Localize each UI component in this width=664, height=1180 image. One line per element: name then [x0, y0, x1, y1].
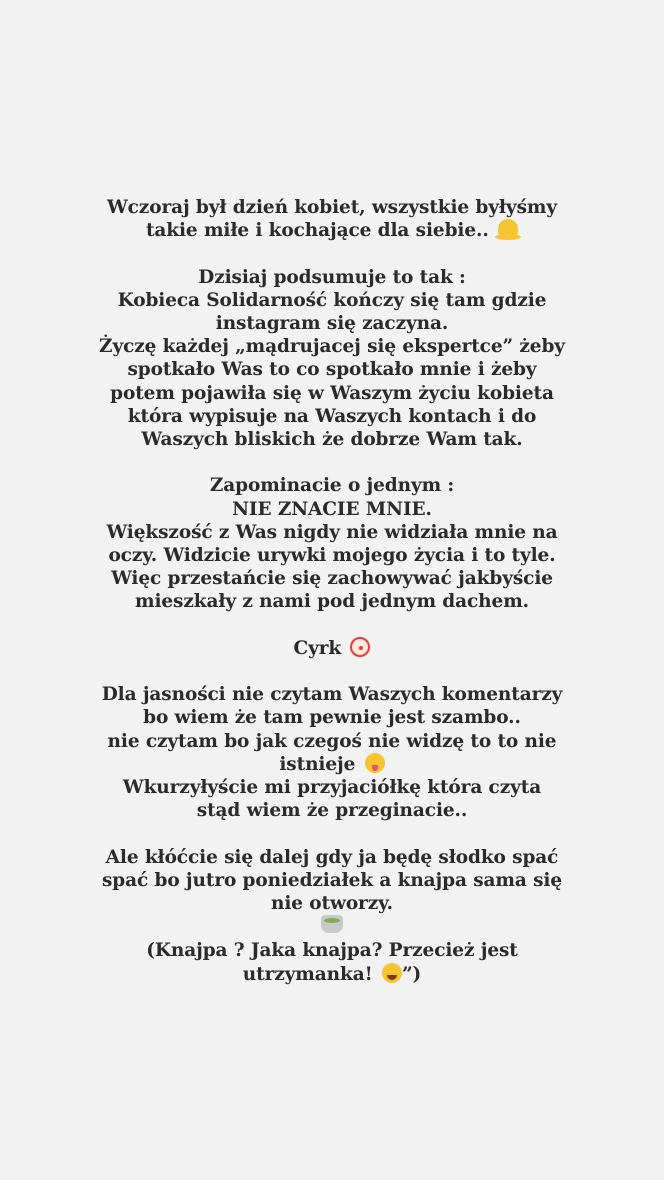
story-line: Zapominacie o jednym :	[209, 475, 455, 497]
clown-face-icon	[350, 637, 370, 657]
story-line: istnieje	[0, 753, 664, 776]
story-line: stąd wiem że przeginacie..	[196, 800, 468, 822]
story-text	[0, 196, 664, 986]
story-line: utrzymanka! ”)	[242, 963, 422, 985]
tears-of-joy-face-icon	[382, 963, 402, 983]
story-line: Dzisiaj podsumuje to tak :	[198, 266, 466, 288]
story-line: Więc przestańcie się zachowywać jakbyście	[111, 568, 553, 590]
paragraph-gap	[0, 451, 664, 474]
story-line: spać bo jutro poniedziałek a knajpa sama się	[101, 869, 563, 891]
story-line: bo wiem że tam pewnie jest szambo..	[143, 707, 521, 729]
story-line: nie czytam bo jak czegoś nie widzę to to nie	[107, 730, 557, 752]
story-line: Dla jasności nie czytam Waszych komentarzy	[101, 684, 563, 706]
story-line: Większość z Was nigdy nie widziała mnie na	[106, 521, 558, 543]
paragraph-gap	[0, 822, 664, 845]
story-line: spotkało Was to co spotkało mnie i żeby	[127, 359, 537, 381]
story-line: Ale kłóćcie się dalej gdy ja będę słodko spać	[105, 846, 559, 868]
paragraph-gap	[0, 614, 664, 637]
paragraph-gap	[0, 242, 664, 265]
story-line: nie otworzy.	[271, 893, 393, 915]
story-line: potem pojawiła się w Waszym życiu kobieta	[110, 382, 554, 404]
story-line: Cyrk	[0, 637, 664, 660]
story-line	[0, 915, 664, 939]
story-line: Wkurzyłyście mi przyjaciółkę która czyta	[122, 777, 542, 799]
story-line: oczy. Widzicie urywki mojego życia i to tyle.	[108, 545, 556, 567]
pot-of-food-icon	[321, 915, 343, 933]
story-line: takie miłe i kochające dla siebie..	[0, 219, 664, 242]
story-line: Waszych bliskich że dobrze Wam tak.	[141, 429, 523, 451]
story-line: Życzę każdej „mądrujacej się ekspertce” żeby	[99, 336, 565, 358]
story-line: mieszkały z nami pod jednym dachem.	[134, 591, 530, 613]
melting-face-icon	[498, 219, 518, 239]
squinting-tongue-face-icon	[365, 753, 385, 773]
story-line: (Knajpa ? Jaka knajpa? Przecież jest	[146, 940, 518, 962]
story-line: która wypisuje na Waszych kontach i do	[127, 405, 537, 427]
story-line: instagram się zaczyna.	[215, 313, 449, 334]
story-line: Kobieca Solidarność kończy się tam gdzie	[117, 289, 547, 311]
story-line: Wczoraj był dzień kobiet, wszystkie byłyśmy	[106, 197, 558, 218]
paragraph-gap	[0, 660, 664, 683]
story-line: NIE ZNACIE MNIE.	[232, 498, 432, 520]
